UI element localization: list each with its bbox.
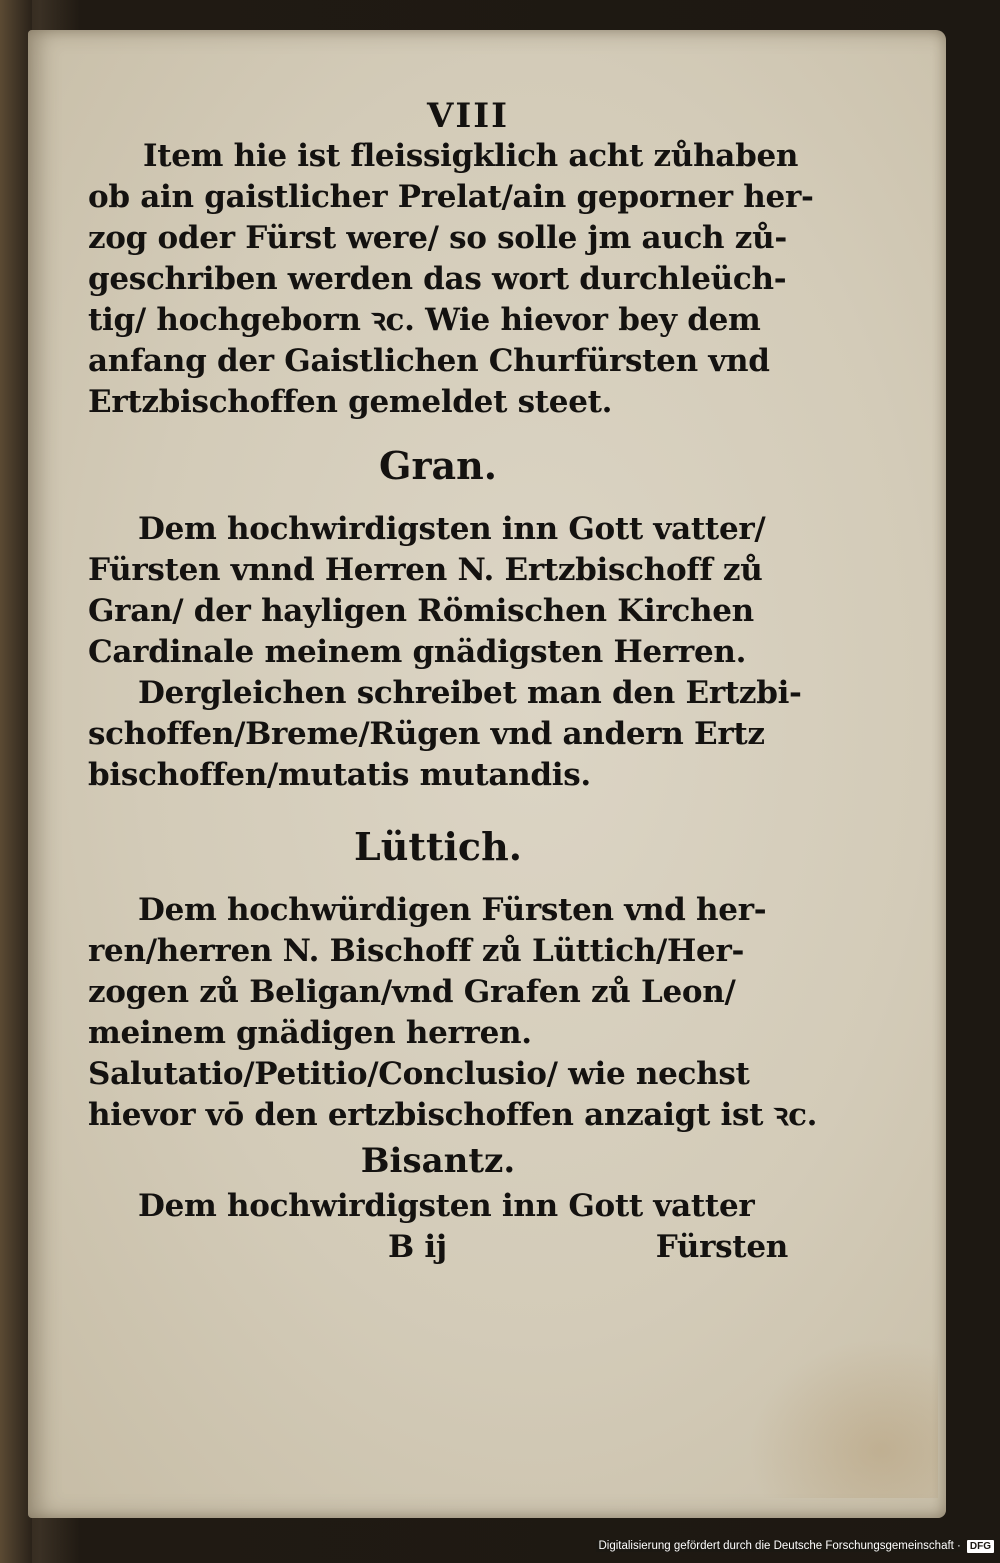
dfg-logo: DFG (967, 1540, 994, 1553)
footer-text: Digitalisierung gefördert durch die Deutsche Forschungsgemeinschaft · (598, 1540, 961, 1552)
heading-gran: Gran. (379, 443, 497, 488)
text-line: meinem gnädigen herren. (88, 1015, 532, 1051)
page-stain (748, 1338, 938, 1498)
gran-note-paragraph (88, 673, 802, 796)
heading-luettich: Lüttich. (354, 824, 522, 869)
text-line: ob ain gaistlicher Prelat/ain geporner her- (88, 179, 814, 215)
text-line: tig/ hochgeborn ꝛc. Wie hievor bey dem (88, 302, 761, 338)
salutatio-paragraph (88, 1054, 818, 1136)
text-line: zog oder Fürst were/ so solle jm auch zů- (88, 220, 787, 256)
text-line: Dergleichen schreibet man den Ertzbi- (138, 675, 802, 711)
text-line: geschriben werden das wort durchleüch- (88, 261, 787, 297)
text-line: Cardinale meinem gnädigsten Herren. (88, 634, 747, 670)
catchword: Fürsten (655, 1229, 788, 1265)
intro-paragraph (88, 136, 814, 423)
signature-line (88, 1227, 788, 1268)
heading-bisantz: Bisantz. (360, 1141, 516, 1181)
luettich-paragraph (88, 890, 788, 1054)
gran-paragraph (88, 509, 788, 673)
text-line: zogen zů Beligan/vnd Grafen zů Leon/ (88, 974, 736, 1010)
text-line: Dem hochwirdigsten inn Gott vatter/ (138, 511, 766, 547)
text-line: Dem hochwürdigen Fürsten vnd her- (138, 892, 767, 928)
text-line: hievor vō den ertzbischoffen anzaigt ist ꝛc. (88, 1097, 818, 1133)
text-line: anfang der Gaistlichen Churfürsten vnd (88, 343, 770, 379)
text-line: Item hie ist fleissigklich acht zůhaben (143, 138, 799, 174)
folio-number: VIII (426, 96, 510, 136)
text-line: Dem hochwirdigsten inn Gott vatter (138, 1188, 755, 1224)
page-text (88, 96, 818, 1268)
text-line: schoffen/Breme/Rügen vnd andern Ertz (88, 716, 765, 752)
text-line: ren/herren N. Bischoff zů Lüttich/Her- (88, 933, 745, 969)
text-line: bischoffen/mutatis mutandis. (88, 757, 591, 793)
text-line: Gran/ der hayligen Römischen Kirchen (88, 593, 754, 629)
text-line: Salutatio/Petitio/Conclusio/ wie nechst (88, 1056, 750, 1092)
signature-mark: B ij (388, 1229, 447, 1265)
text-line: Ertzbischoffen gemeldet steet. (88, 384, 613, 420)
digitization-footer (596, 1533, 994, 1559)
text-line: Fürsten vnnd Herren N. Ertzbischoff zů (88, 552, 763, 588)
